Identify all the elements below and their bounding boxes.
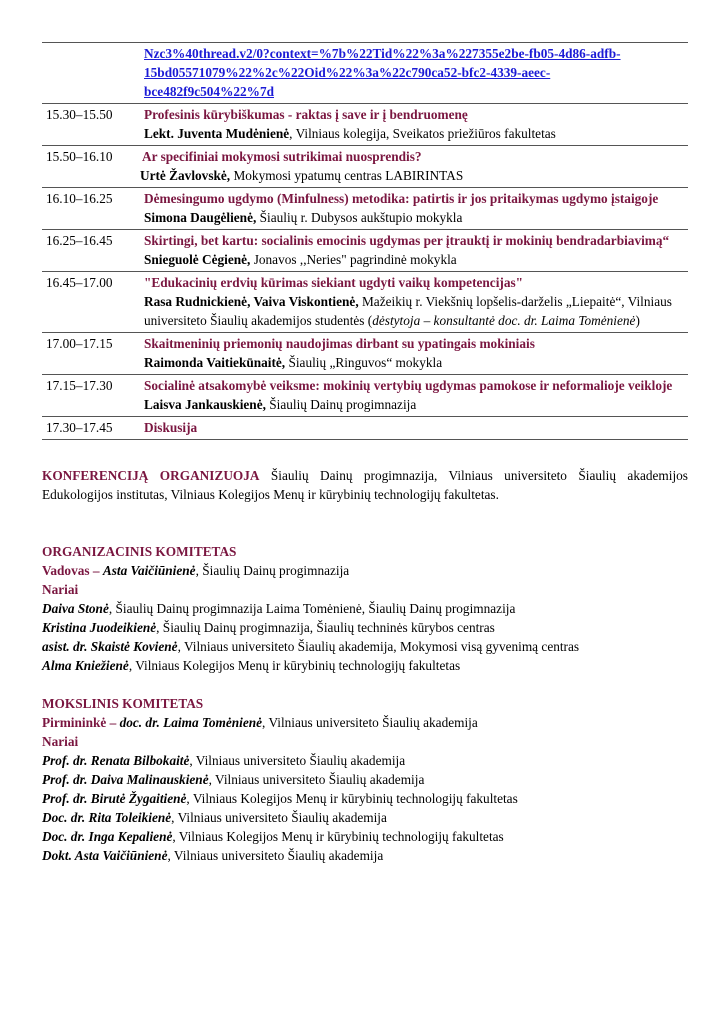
schedule-time bbox=[42, 43, 144, 104]
member-name: Doc. dr. Rita Toleikienė bbox=[42, 810, 172, 825]
member-affiliation: , Vilniaus Kolegijos Menų ir kūrybinių technologijų fakultetas bbox=[172, 829, 504, 844]
member-affiliation: , Vilniaus universiteto Šiaulių akademija bbox=[171, 810, 387, 825]
chair-name: doc. dr. Laima Tomėnienė bbox=[119, 715, 263, 730]
schedule-row bbox=[42, 375, 688, 417]
schedule-row bbox=[42, 104, 688, 146]
speaker-affiliation: Šiaulių r. Dubysos aukštupio mokykla bbox=[256, 210, 463, 225]
schedule-row bbox=[42, 333, 688, 375]
speaker-name: Snieguolė Cėgienė, bbox=[144, 252, 251, 267]
member-affiliation: , Šiaulių Dainų progimnazija Laima Tomėnienė, Šiaulių Dainų progimnazija bbox=[108, 601, 516, 616]
session-title: "Edukacinių erdvių kūrimas siekiant ugdyti vaikų kompetencijas" bbox=[144, 275, 524, 290]
org-committee-heading: ORGANIZACINIS KOMITETAS bbox=[42, 544, 237, 559]
meeting-link[interactable] bbox=[144, 44, 688, 101]
sci-committee bbox=[42, 694, 688, 865]
schedule-time: 16.25–16.45 bbox=[46, 233, 113, 248]
session-title: Profesinis kūrybiškumas - raktas į save ir į bendruomenę bbox=[144, 107, 468, 122]
member-name: Doc. dr. Inga Kepalienė bbox=[42, 829, 173, 844]
meeting-link-line[interactable]: 15bd05571079%22%2c%22Oid%22%3a%22c790ca52-bfc2-4339-aeec- bbox=[144, 65, 551, 80]
member-name: Kristina Juodeikienė bbox=[42, 620, 157, 635]
schedule-time: 15.50–16.10 bbox=[46, 149, 113, 164]
member-name: asist. dr. Skaistė Kovienė bbox=[42, 639, 178, 654]
speaker-affiliation: , Vilniaus kolegija, Sveikatos priežiūros fakultetas bbox=[289, 126, 556, 141]
member-affiliation: , Vilniaus Kolegijos Menų ir kūrybinių technologijų fakultetas bbox=[128, 658, 461, 673]
session-title: Skaitmeninių priemonių naudojimas dirbant su ypatingais mokiniais bbox=[144, 336, 535, 351]
schedule-table bbox=[42, 42, 688, 440]
schedule-row bbox=[42, 188, 688, 230]
note-close: ) bbox=[635, 313, 640, 328]
member-affiliation: , Vilniaus Kolegijos Menų ir kūrybinių technologijų fakultetas bbox=[186, 791, 518, 806]
member-name: Prof. dr. Birutė Žygaitienė bbox=[42, 791, 187, 806]
schedule-row bbox=[42, 230, 688, 272]
member-affiliation: , Šiaulių Dainų progimnazija, Šiaulių techninės kūrybos centras bbox=[156, 620, 495, 635]
sci-committee-heading: MOKSLINIS KOMITETAS bbox=[42, 696, 204, 711]
members-label: Nariai bbox=[42, 734, 79, 749]
chair-affiliation: , Šiaulių Dainų progimnazija bbox=[195, 563, 350, 578]
org-committee bbox=[42, 542, 688, 675]
member-affiliation: , Vilniaus universiteto Šiaulių akademija bbox=[189, 753, 406, 768]
speaker-name: Simona Daugėlienė, bbox=[144, 210, 257, 225]
chair-name: Asta Vaičiūnienė bbox=[102, 563, 196, 578]
speaker-name: Laisva Jankauskienė, bbox=[144, 397, 266, 412]
session-title: Ar specifiniai mokymosi sutrikimai nuosprendis? bbox=[142, 149, 422, 164]
members-label: Nariai bbox=[42, 582, 79, 597]
member-name: Prof. dr. Renata Bilbokaitė bbox=[42, 753, 190, 768]
member-name: Alma Kniežienė bbox=[42, 658, 129, 673]
speaker-name: Urtė Žavlovskė, bbox=[140, 168, 231, 183]
speaker-affiliation: Šiaulių „Ringuvos“ mokykla bbox=[285, 355, 443, 370]
session-title: Dėmesingumo ugdymo (Minfulness) metodika: patirtis ir jos pritaikymas ugdymo įstaigoje bbox=[144, 191, 659, 206]
schedule-row bbox=[42, 417, 688, 440]
chair-label: Vadovas – bbox=[42, 563, 103, 578]
organizer-label: KONFERENCIJĄ ORGANIZUOJA bbox=[42, 468, 260, 483]
member-name: Dokt. Asta Vaičiūnienė bbox=[42, 848, 168, 863]
speaker-affiliation: Mažeikių r. Viekšnių lopšelis-darželis „Liepaitė“, Vilniaus universiteto Šiaulių akademijos studentės ( bbox=[144, 294, 672, 328]
speaker-name: Rasa Rudnickienė, Vaiva Viskontienė, bbox=[144, 294, 359, 309]
speaker-affiliation: Mokymosi ypatumų centras LABIRINTAS bbox=[230, 168, 464, 183]
organizer-paragraph bbox=[42, 466, 688, 504]
member-affiliation: , Vilniaus universiteto Šiaulių akademija bbox=[167, 848, 384, 863]
meeting-link-line[interactable]: bce482f9c504%22%7d bbox=[144, 84, 275, 99]
schedule-row bbox=[42, 272, 688, 333]
member-affiliation: , Vilniaus universiteto Šiaulių akademija bbox=[208, 772, 425, 787]
schedule-time: 15.30–15.50 bbox=[46, 107, 113, 122]
schedule-row bbox=[42, 146, 688, 188]
member-name: Daiva Stonė bbox=[42, 601, 109, 616]
member-name: Prof. dr. Daiva Malinauskienė bbox=[42, 772, 209, 787]
advisor-note: dėstytoja – konsultantė doc. dr. Laima Tomėnienė bbox=[372, 313, 636, 328]
chair-label: Pirmininkė – bbox=[42, 715, 120, 730]
schedule-row bbox=[42, 43, 688, 104]
meeting-link-line[interactable]: Nzc3%40thread.v2/0?context=%7b%22Tid%22%3a%227355e2be-fb05-4d86-adfb- bbox=[144, 46, 621, 61]
schedule-time: 16.10–16.25 bbox=[46, 191, 113, 206]
document-page bbox=[42, 42, 688, 865]
schedule-time: 17.30–17.45 bbox=[46, 420, 113, 435]
chair-affiliation: , Vilniaus universiteto Šiaulių akademija bbox=[262, 715, 478, 730]
schedule-time: 17.00–17.15 bbox=[46, 336, 113, 351]
speaker-affiliation: Jonavos ,,Neries" pagrindinė mokykla bbox=[250, 252, 457, 267]
member-affiliation: , Vilniaus universiteto Šiaulių akademija, Mokymosi visą gyvenimą centras bbox=[177, 639, 580, 654]
session-title: Skirtingi, bet kartu: socialinis emocinis ugdymas per įtrauktį ir mokinių bendradarbiavimą“ bbox=[144, 233, 670, 248]
schedule-time: 16.45–17.00 bbox=[46, 275, 113, 290]
session-title: Socialinė atsakomybė veiksme: mokinių vertybių ugdymas pamokose ir neformalioje veikloje bbox=[144, 378, 673, 393]
speaker-name: Raimonda Vaitiekūnaitė, bbox=[144, 355, 286, 370]
organizer-text: Šiaulių Dainų progimnazija, Vilniaus universiteto Šiaulių akademijos Edukologijos institutas, Vilniaus Kolegijos Menų ir kūrybinių technologijų fakultetas. bbox=[42, 468, 688, 502]
speaker-affiliation: Šiaulių Dainų progimnazija bbox=[265, 397, 417, 412]
speaker-name: Lekt. Juventa Mudėnienė bbox=[144, 126, 290, 141]
session-title: Diskusija bbox=[144, 420, 198, 435]
schedule-time: 17.15–17.30 bbox=[46, 378, 113, 393]
